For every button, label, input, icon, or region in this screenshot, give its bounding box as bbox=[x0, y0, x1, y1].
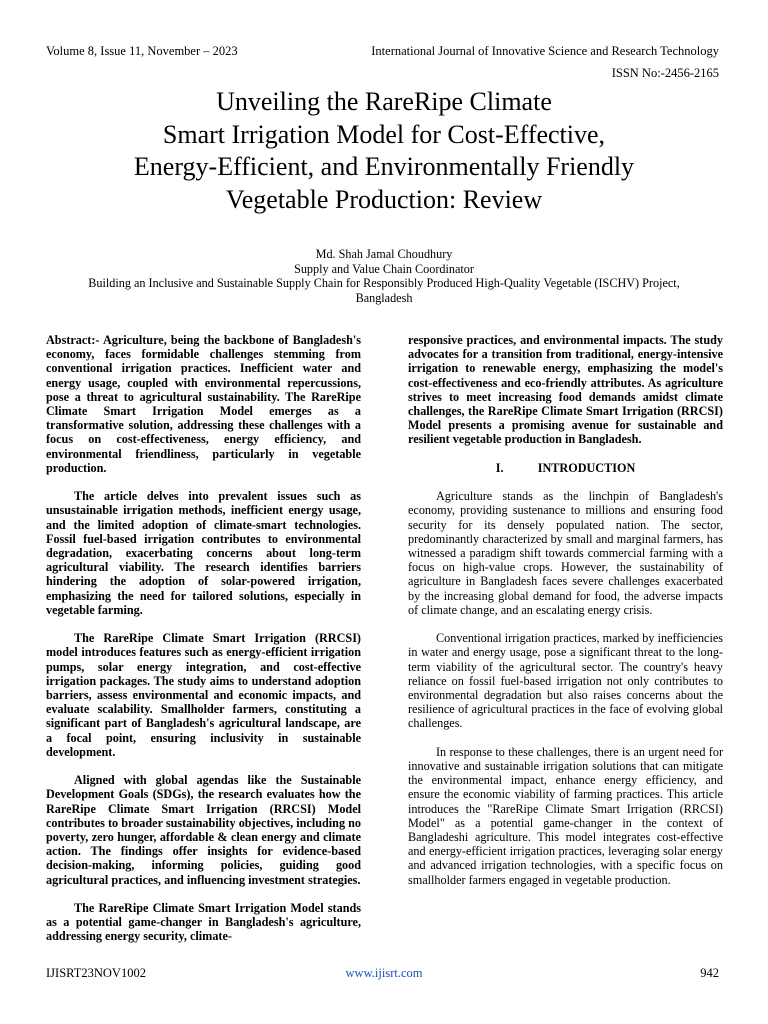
section-heading bbox=[408, 461, 723, 475]
page-number: 942 bbox=[700, 966, 719, 980]
author-country: Bangladesh bbox=[355, 290, 413, 305]
author-affiliation: Building an Inclusive and Sustainable Supply Chain for Responsibly Produced High-Quality Vegetable (ISCHV) Project, bbox=[88, 276, 680, 290]
abstract-text: Agriculture, being the backbone of Bangladesh's economy, faces formidable challenges stemming from conventional irrigation practices. Inefficient water and energy usage, coupled with environmental repercussions, pose a threat to agricultural sustainability. The RareRipe Climate Smart Irrigation Model emerges as a transformative solution, addressing these challenges with a focus on cost-effectiveness, energy efficiency, and environmental friendliness, particularly in vegetable production. bbox=[46, 333, 361, 475]
issn: ISSN No:-2456-2165 bbox=[611, 66, 719, 80]
abstract-paragraph: The RareRipe Climate Smart Irrigation (RRCSI) model introduces features such as energy-efficient irrigation pumps, solar energy integration, and cost-effective irrigation packages. The study aims to understand adoption barriers, assess environmental and economic impacts, and evaluate scalability. Smallholder farmers, constituting a significant part of Bangladesh's agricultural landscape, are a focal point, ensuring inclusivity in sustainable development. bbox=[46, 631, 361, 759]
abstract-paragraph: The article delves into prevalent issues such as unsustainable irrigation methods, inefficient energy usage, and the limited adoption of climate-smart technologies. Fossil fuel-based irrigation contributes to environmental degradation, exacerbating concerns about long-term agricultural viability. The research identifies barriers hindering the adoption of solar-powered irrigation, emphasizing the need for tailored solutions, especially in vegetable farming. bbox=[46, 489, 361, 617]
title-line: Vegetable Production: Review bbox=[225, 184, 543, 214]
abstract-paragraph bbox=[46, 333, 361, 475]
title-line: Energy-Efficient, and Environmentally Friendly bbox=[133, 152, 635, 181]
title-line: Unveiling the RareRipe Climate bbox=[216, 87, 552, 116]
right-column bbox=[408, 333, 723, 901]
title-line: Smart Irrigation Model for Cost-Effective, bbox=[162, 119, 606, 149]
abstract-paragraph-continued: responsive practices, and environmental impacts. The study advocates for a transition from traditional, energy-intensive irrigation to renewable energy, emphasizing the model's cost-effectiveness and eco-friendly attributes. As agriculture strives to meet increasing food demands amidst climate challenges, the RareRipe Climate Smart Irrigation (RRCSI) Model presents a promising avenue for sustainable and resilient vegetable production in Bangladesh. bbox=[408, 333, 723, 447]
paper-code: IJISRT23NOV1002 bbox=[46, 966, 146, 980]
author-block bbox=[40, 247, 728, 305]
left-column bbox=[46, 333, 361, 958]
section-title: INTRODUCTION bbox=[537, 460, 636, 475]
intro-paragraph: In response to these challenges, there is an urgent need for innovative and sustainable irrigation solutions that can mitigate the environmental impact, enhance energy efficiency, and ensure the economic viability of farming practices. This article introduces the "RareRipe Climate Smart Irrigation (RRCSI) Model" as a potential game-changer in the context of Bangladeshi agriculture. This model integrates cost-effective and energy-efficient irrigation practices, leveraging solar energy and advanced irrigation technologies, with a specific focus on smallholder farmers engaged in vegetable production. bbox=[408, 744, 723, 887]
abstract-label: Abstract:- bbox=[46, 333, 100, 347]
section-number: I. bbox=[495, 460, 504, 475]
author-name: Md. Shah Jamal Choudhury bbox=[315, 247, 453, 261]
intro-paragraph: Conventional irrigation practices, marked by inefficiencies in water and energy usage, pose a significant threat to the long-term viability of the agricultural sector. The country's heavy reliance on fossil fuel-based irrigation not only contributes to environmental degradation but also raises concerns about the resilience of agricultural practices in the face of evolving global challenges. bbox=[408, 631, 723, 731]
abstract-paragraph: The RareRipe Climate Smart Irrigation Model stands as a potential game-changer in Bangladesh's agriculture, addressing energy security, climate- bbox=[46, 901, 361, 944]
journal-name: International Journal of Innovative Science and Research Technology bbox=[371, 44, 719, 58]
intro-paragraph: Agriculture stands as the linchpin of Bangladesh's economy, providing sustenance to millions and ensuring food security for its densely populated nation. The sector, predominantly characterized by small and marginal farmers, has witnessed a paradigm shift towards commercial farming with a focus on high-value crops. However, the sustainability of agriculture in Bangladesh faces severe challenges exacerbated by the increasing global demand for food, the adverse impacts of climate change, and an escalating energy crisis. bbox=[408, 489, 723, 617]
author-role: Supply and Value Chain Coordinator bbox=[294, 261, 474, 276]
volume-info: Volume 8, Issue 11, November – 2023 bbox=[46, 44, 238, 58]
abstract-paragraph: Aligned with global agendas like the Sustainable Development Goals (SDGs), the research evaluates how the RareRipe Climate Smart Irrigation (RRCSI) Model contributes to broader sustainability objectives, including no poverty, zero hunger, affordable & clean energy and climate action. The findings offer insights for evidence-based decision-making, informing policies, guiding good agricultural practices, and influencing investment strategies. bbox=[46, 773, 361, 887]
paper-title bbox=[40, 86, 728, 216]
journal-url-link[interactable]: www.ijisrt.com bbox=[345, 966, 423, 980]
